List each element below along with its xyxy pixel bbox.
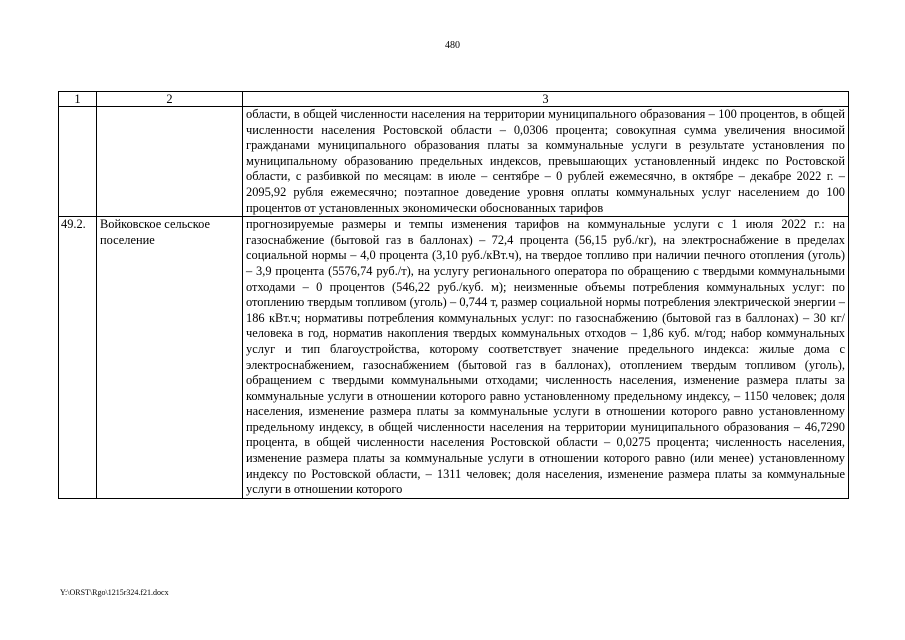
row-text: области, в общей численности населения на территории муниципального образования – 100 процентов, в общей численности населения Ростовской области – 0,0306 процента; совокупная сумма увеличения вносимой гражданами муниципального образования платы за коммунальные услуги в результате установления по муниципальному образованию предельных индексов, превышающих установленный индекс по Ростовской области, с разбивкой по месяцам: в июле – сентябре – 0 рублей ежемесячно, в октябре – декабре 2022 г. – 2095,92 рубля ежемесячно; поэтапное доведение уровня оплаты коммунальных услуг населением до 100 процентов от установленных экономически обоснованных тарифов [243, 107, 849, 217]
header-col-1: 1 [59, 92, 97, 107]
header-col-2: 2 [97, 92, 243, 107]
table-header-row [59, 92, 849, 107]
page-number: 480 [445, 40, 460, 51]
table-row [59, 217, 849, 499]
row-number [59, 107, 97, 217]
document-table [58, 91, 849, 499]
municipality-name: Войковское сельское поселение [97, 217, 243, 499]
header-col-3: 3 [243, 92, 849, 107]
municipality-name [97, 107, 243, 217]
row-text: прогнозируемые размеры и темпы изменения тарифов на коммунальные услуги с 1 июля 2022 г.: на газоснабжение (бытовой газ в баллонах) – 72,4 процента (56,15 руб./кг), на электроснабжение в пределах социальной нормы – 4,0 процента (3,10 руб./кВт.ч), на твердое топливо при наличии печного отопления (уголь) – 3,9 процента (5576,74 руб./т), на услугу регионального оператора по обращению с твердыми коммунальными отходами – 0 процентов (546,22 руб./куб. м); неизменные объемы потребления коммунальных услуг: по отоплению твердым топливом (уголь) – 0,744 т, размер социальной нормы потребления электрической энергии – 186 кВт.ч; нормативы потребления коммунальных услуг: по газоснабжению (бытовой газ в баллонах) – 30 кг/человека в год, норматив накопления твердых коммунальных отходов – 1,86 куб. м/год; набор коммунальных услуг и тип благоустройства, которому соответствует значение предельного индекса: жилые дома с электроснабжением, газоснабжением (бытовой газ в баллонах), отоплением твердым топливом (уголь), обращением с твердыми коммунальными отходами; численность населения, изменение размера платы за коммунальные услуги в отношении которого равно установленному предельному индексу, – 1150 человек; доля населения, изменение размера платы за коммунальные услуги в отношении которого равно установленному предельному индексу, в общей численности населения на территории муниципального образования – 46,7290 процента, в общей численности населения Ростовской области – 0,0275 процента; численность населения, изменение размера платы за коммунальные услуги в отношении которого равно (или менее) установленному индексу по Ростовской области, – 1311 человек; доля населения, изменение размера платы за коммунальные услуги в отношении которого [243, 217, 849, 499]
file-path-footer: Y:\ORST\Rgo\1215r324.f21.docx [60, 588, 169, 597]
table-row [59, 107, 849, 217]
row-number: 49.2. [59, 217, 97, 499]
